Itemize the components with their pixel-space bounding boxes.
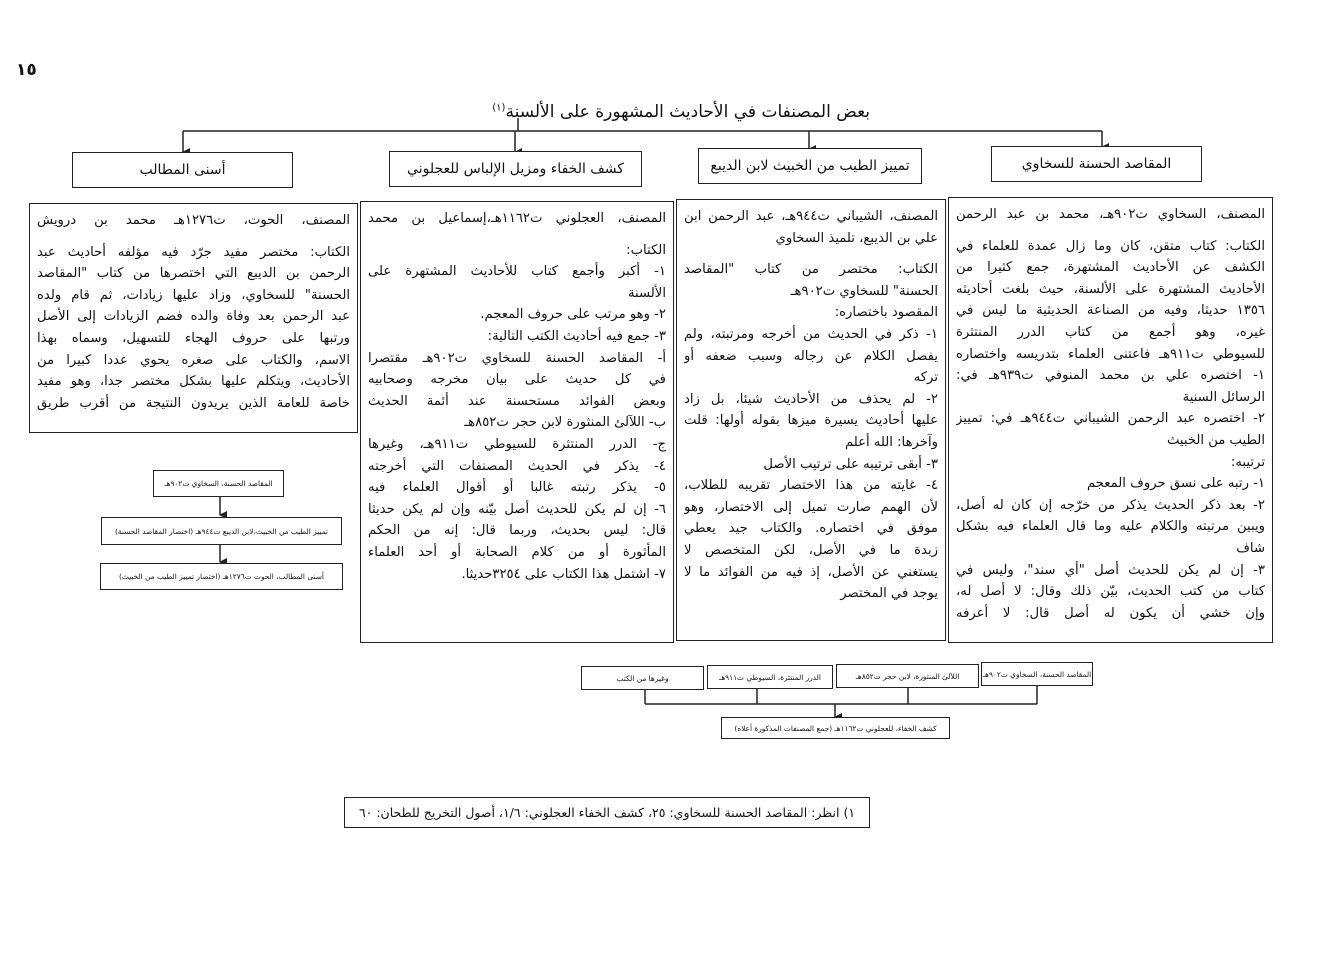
column-heading-tamyiz <box>698 148 922 184</box>
text-line: الأحاديث المشتهرة على الألسنة، حيث بلغت أحاديثه <box>956 281 1265 297</box>
text-line: الحسنة" للسخاوي ت٩٠٢هـ <box>790 283 938 299</box>
text-line: ٧- اشتمل هذا الكتاب على ٣٢٥٤حديثا. <box>461 566 666 582</box>
column-body-maqasid <box>948 197 1273 643</box>
text-line: يفصل الكلام عن رجاله وسبب ضعفه أو <box>684 348 938 364</box>
text-line: الكتاب: كتاب متقن، كان وما زال عمدة للعلماء في <box>956 238 1265 254</box>
column-heading-kashf <box>389 151 642 187</box>
text-line: ٢- اختصره عبد الرحمن الشيباني ت٩٤٤هـ في: تمييز <box>956 411 1265 427</box>
heading-text: كشف الخفاء ومزيل الإلباس للعجلوني <box>407 161 624 177</box>
text-line: وآخرها: الله أعلم <box>844 434 938 450</box>
text-line: عليها أحاديث يسيرة ميزها بقوله أولها: قلت <box>684 413 938 429</box>
text-line: ٥- يذكر رتبته غالبا أو أقوال العلماء فيه <box>368 480 666 496</box>
chain-box-asna <box>100 563 343 590</box>
page-number: ١٥ <box>16 60 37 80</box>
title-footnote-mark: (١) <box>492 102 506 114</box>
source-label: اللآلئ المنثورة، لابن حجر ت٨٥٢هـ <box>855 671 960 681</box>
footnote-text: ١) انظر: المقاصد الحسنة للسخاوي: ٢٥، كشف الخفاء العجلوني: ١/٦، أصول التخريج للطحان: ٦٠ <box>358 805 856 820</box>
text-line: الكتاب: مختصر مفيد جرّد فيه مؤلفه أحاديث عبد <box>37 244 350 260</box>
text-line: المصنف، الحوت، ت١٢٧٦هـ محمد بن درويش <box>37 213 350 228</box>
chain-label: أسنى المطالب، الحوت ت١٢٧٦هـ (اختصار تمييز الطيب من الخبيث) <box>119 572 324 581</box>
column-heading-asna <box>72 152 293 188</box>
source-box-maqasid <box>981 662 1093 686</box>
text-line: الرسائل السنية <box>1182 389 1265 405</box>
source-label: وغيرها من الكتب <box>616 673 669 683</box>
chain-box-tamyiz <box>101 517 342 545</box>
text-line: ٦- إن لم يكن للحديث أصل بيّنه وإن لم يكن حديثا <box>368 501 666 517</box>
text-line: المصنف، السخاوي ت٩٠٢هـ، محمد بن عبد الرحمن <box>956 207 1265 222</box>
text-line: في كل حديث على بيان مخرجه وصحابيه <box>368 372 666 388</box>
text-line: خاصة للعامة الذين يريدون النتيجة من أقرب طريق <box>37 395 350 411</box>
chain-label: تمييز الطيب من الخبيث،لابن الديبع ت٩٤٤هـ (اختصار المقاصد الحسنة) <box>115 526 328 536</box>
result-label: كشف الخفاء، للعجلوني ت١١٦٢هـ (جمع المصنفات المذكورة أعلاه) <box>734 723 937 733</box>
result-box-kashf <box>721 717 950 739</box>
text-line: الاسم، والكتاب على صغره يحوي عددا كبيرا من <box>37 352 350 368</box>
source-label: الدرر المنتثرة، السيوطي ت٩١١هـ <box>719 672 821 682</box>
source-box-others <box>581 666 704 690</box>
footnote <box>344 797 870 828</box>
column-body-tamyiz <box>676 199 946 641</box>
text-line: علي بن الديبع، تلميذ السخاوي <box>775 230 938 246</box>
text-line: ٣- أبقى ترتيبه على ترتيب الأصل <box>763 456 938 472</box>
text-line: ١- رتبه على نسق حروف المعجم <box>1087 476 1265 492</box>
text-line: المقصود باختصاره: <box>834 305 938 321</box>
text-line: الألسنة <box>627 285 666 301</box>
text-line: ٢- لم يحذف من الأحاديث شيئا، بل زاد <box>684 391 938 407</box>
text-line: ١- ذكر في الحديث من أخرجه ومرتبته، ولم <box>684 326 938 342</box>
text-line: موفق في اختصاره. والكتاب جيد يعطي <box>684 521 938 537</box>
text-line: ١٣٥٦ حديثا، وفيه من الصناعة الحديثية ما ليس في <box>956 303 1265 319</box>
heading-text: المقاصد الحسنة للسخاوي <box>1021 156 1172 172</box>
text-line: الرحمن بن الديبع التي اختصرها من كتاب "المقاصد <box>37 266 350 282</box>
text-line: الطيب من الخبيث <box>1166 432 1265 448</box>
column-body-kashf <box>360 201 674 643</box>
source-label: المقاصد الحسنة، السخاوي ت٩٠٢هـ <box>982 669 1092 679</box>
text-line: وبعض الفوائد مستحسنة عند أئمة الحديث <box>368 393 666 409</box>
title-text: بعض المصنفات في الأحاديث المشهورة على الألسنة <box>505 102 870 122</box>
source-box-durar <box>707 665 833 689</box>
text-line: ٣- جمع فيه أحاديث الكتب التالية: <box>487 328 666 344</box>
text-line: ج- الدرر المنتثرة للسيوطي ت٩١١هـ، وغيرها <box>368 436 666 452</box>
text-line: لأن الهمم صارت تميل إلى الاختصار، وهو <box>684 499 938 515</box>
text-line: ٤- غايته من هذا الاختصار تقريبه للطلاب، <box>684 478 938 494</box>
text-line: كتاب من كتب الحديث، بيّن ذلك وقال: لا أصل له، <box>956 584 1265 600</box>
text-line: المصنف، العجلوني ت١١٦٢هـ،إسماعيل بن محمد <box>368 211 666 226</box>
text-line: ترتيبه: <box>1230 454 1265 470</box>
chain-label: المقاصد الحسنة، السخاوي ت٩٠٢هـ <box>164 479 273 488</box>
text-line: المصنف، الشيباني ت٩٤٤هـ، عبد الرحمن ابن <box>684 209 938 224</box>
chain-box-maqasid <box>153 470 284 497</box>
source-box-laali <box>836 664 979 688</box>
text-line: عبد الرحمن بعد وفاة والده فضم الزيادات إلى الأصل <box>37 309 350 325</box>
column-body-asna <box>29 203 358 433</box>
text-line: شاف <box>1236 540 1265 556</box>
text-line: الكشف عن الأحاديث المشتهرة، جمع كثيرا من <box>956 260 1265 276</box>
text-line: ورتبها على حروف الهجاء للتسهيل، وسماه بهذا <box>37 330 350 346</box>
text-line: ب- اللآلئ المنثورة لابن حجر ت٨٥٢هـ <box>464 415 666 431</box>
text-line: ٢- وهو مرتب على حروف المعجم. <box>480 307 666 323</box>
text-line: المأثورة أو من كلام الصحابة أو أحد العلماء <box>368 544 666 560</box>
text-line: ٣- إن لم يكن للحديث أصل "أي سند"، وليس في <box>956 562 1265 578</box>
text-line: زبدة ما في الأصل، لكن المتخصص لا <box>684 542 938 558</box>
text-line: ٤- يذكر في الحديث المصنفات التي أخرجته <box>368 458 666 474</box>
text-line: الكتاب: مختصر من كتاب "المقاصد <box>684 262 938 278</box>
text-line: تركه <box>913 370 938 386</box>
text-line: الكتاب: <box>626 242 666 258</box>
text-line: للسيوطي ت٩١١هـ فاعتنى العلماء بتدريسه واختصاره <box>956 346 1265 362</box>
text-line: غيره، وهو أجمع من كتاب الدرر المنتثرة <box>956 324 1265 340</box>
text-line: الأحاديث، ويتكلم عليها بشكل مختصر جدا، وهو مفيد <box>37 374 350 390</box>
text-line: الحسنة" للسخاوي، وزاد عليها زيادات، ثم قام ولده <box>37 287 350 303</box>
text-line: وإن خشي أن يكون له أصل قال: لا أعرفه <box>956 605 1265 621</box>
heading-text: تمييز الطيب من الخبيث لابن الديبع <box>710 158 910 174</box>
text-line: ١- اختصره علي بن محمد المنوفي ت٩٣٩هـ في: <box>956 368 1265 384</box>
text-line: ويبين مرتبته والكلام عليه وما قال العلماء فيه بشكل <box>956 519 1265 535</box>
text-line: يستغني عن الأصل، إذ فيه من الفوائد ما لا <box>684 564 938 580</box>
heading-text: أسنى المطالب <box>139 162 226 178</box>
text-line: ٢- بعد ذكر الحديث يذكر من خرّجه إن كان له أصل، <box>956 497 1265 513</box>
page-title <box>430 102 870 122</box>
text-line: يوجد في المختصر <box>840 586 938 602</box>
column-heading-maqasid <box>991 146 1202 182</box>
text-line: أ- المقاصد الحسنة للسخاوي ت٩٠٢هـ مقتصرا <box>368 350 666 366</box>
text-line: قال: ليس بحديث، وربما قال: إنه من الحكم <box>368 523 666 539</box>
text-line: ١- أكبر وأجمع كتاب للأحاديث المشتهرة على <box>368 264 666 280</box>
